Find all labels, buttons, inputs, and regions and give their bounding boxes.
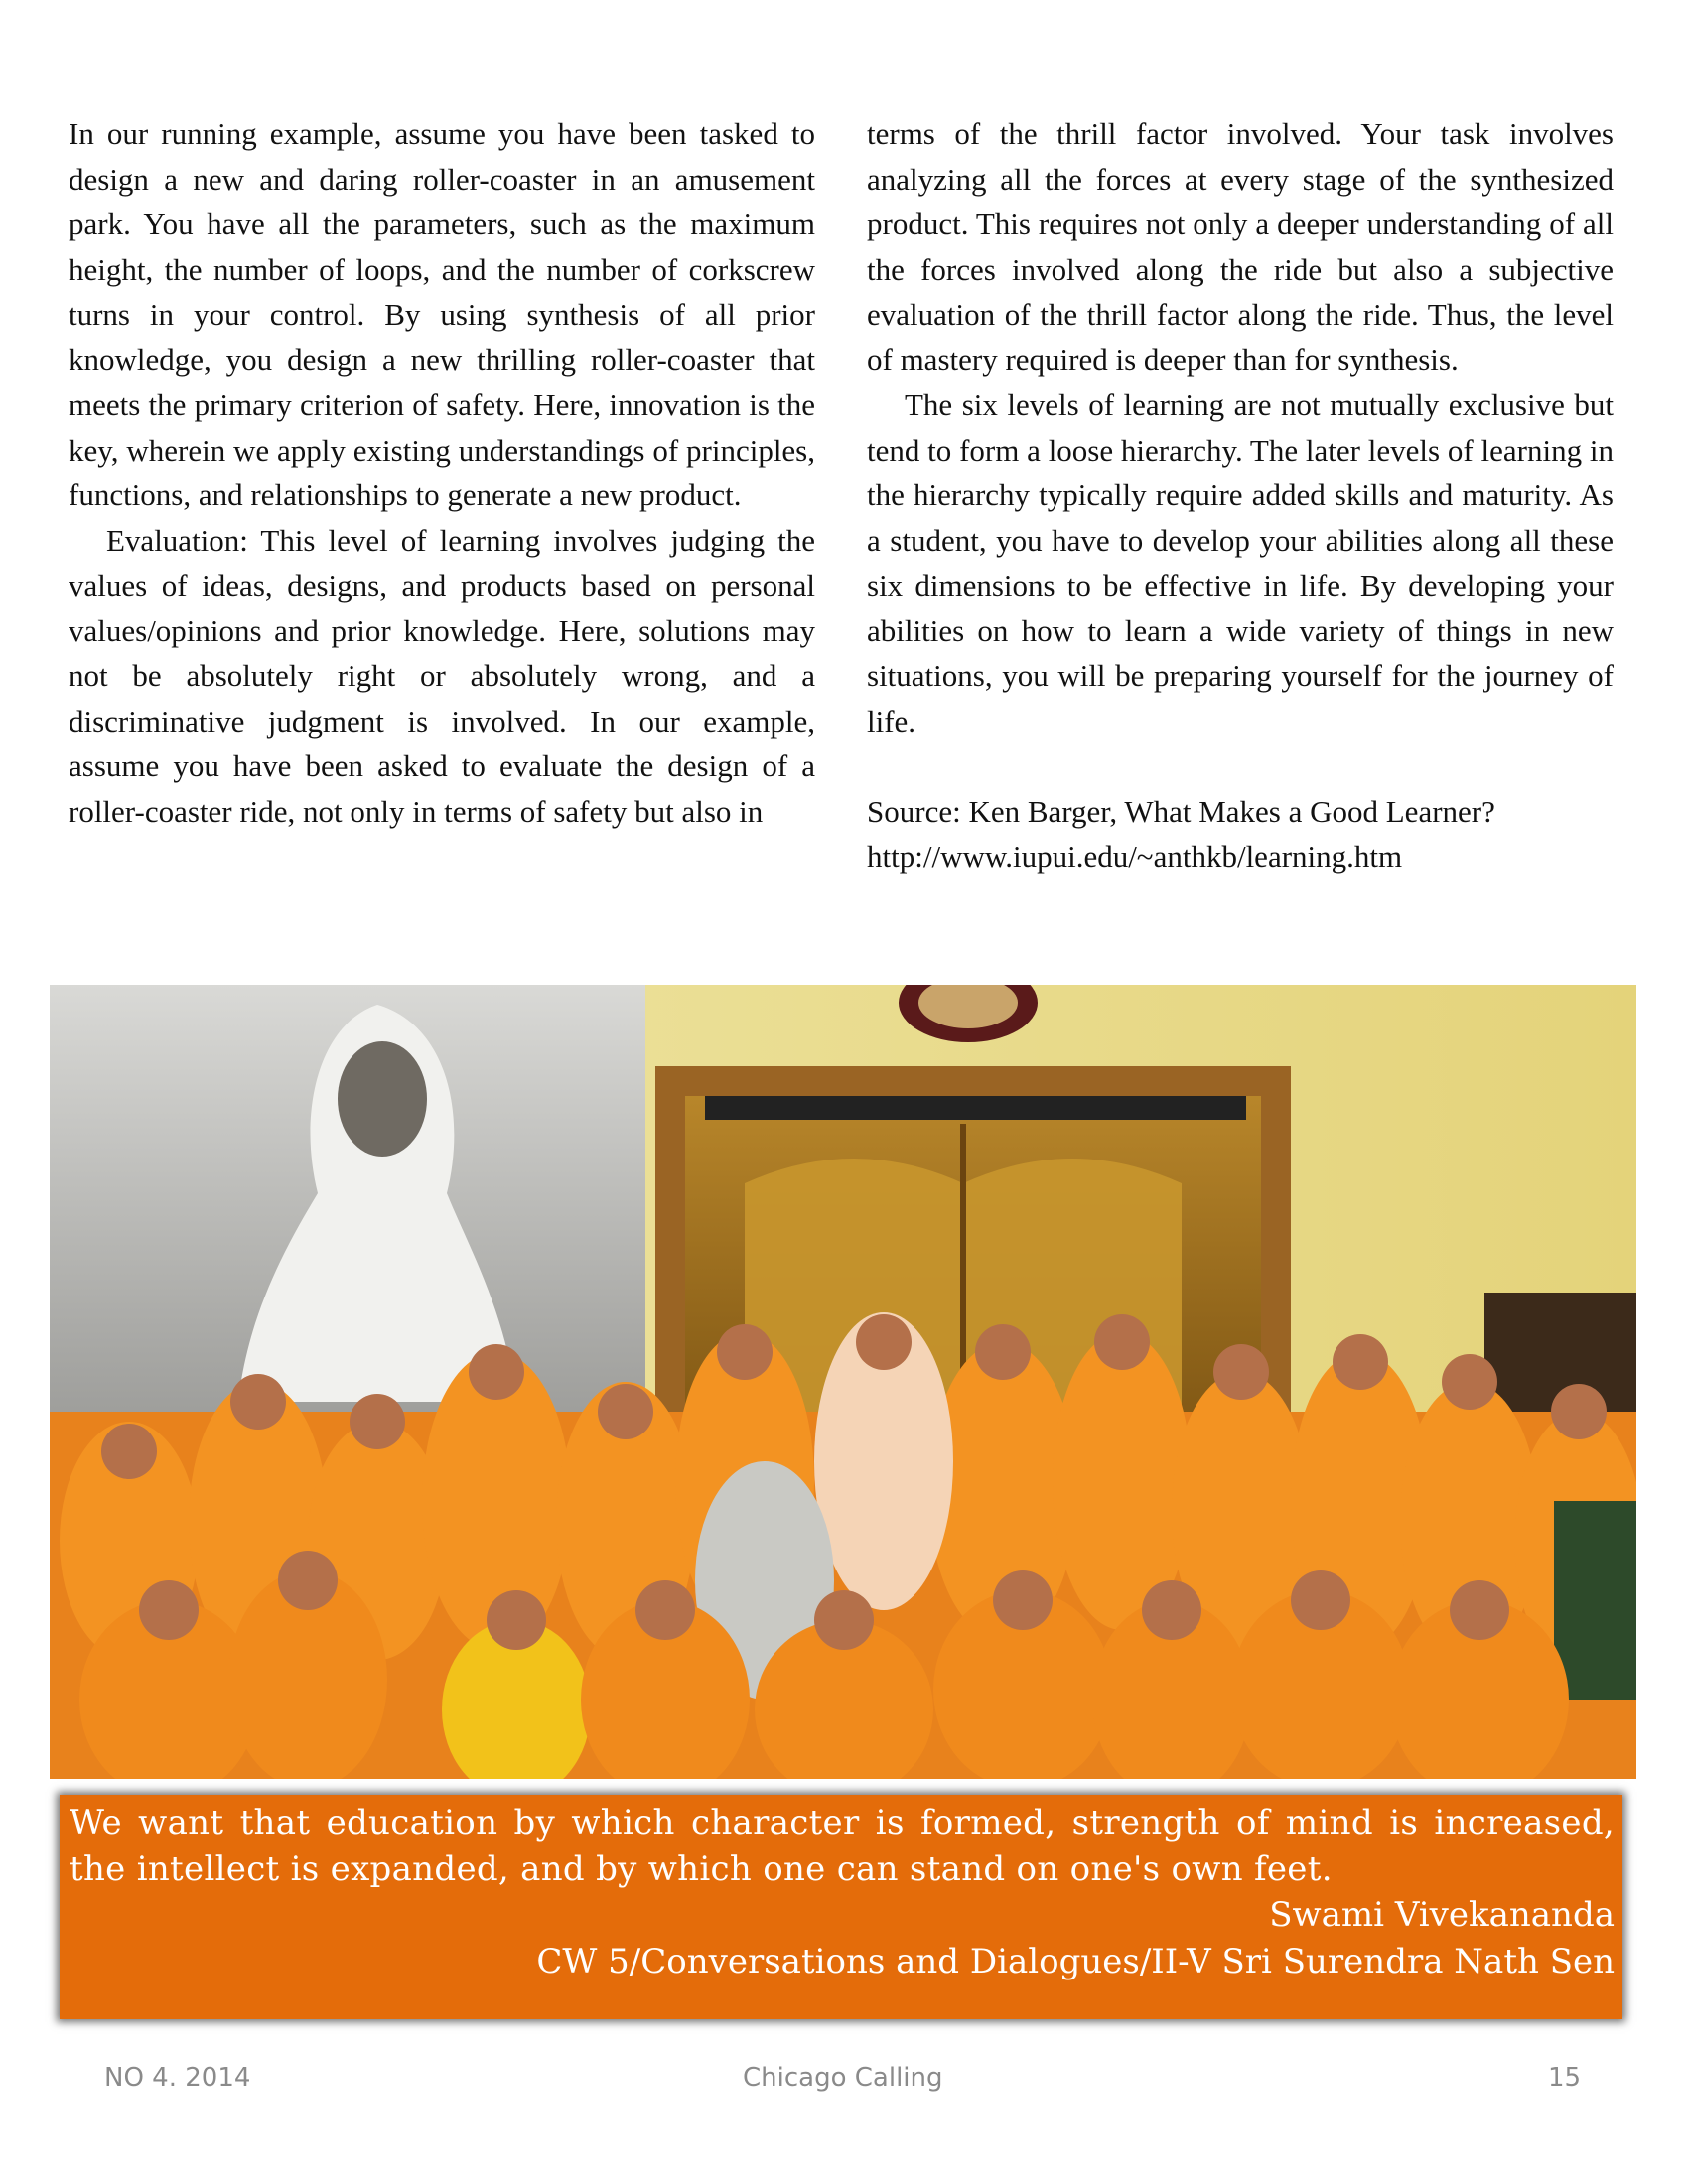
paragraph-synthesis: In our running example, assume you have been tasked to design a new and daring roller-coaster in an amusement park. You have all the parameters, such as the maximum height, the number of loops, and the number of corkscrew turns in your control. By using synthesis of all prior knowledge, you design a new thrilling roller-coaster that meets the primary criterion of safety. Here, innovation is the key, wherein we apply existing understandings of principles, functions, and relationships to generate a new product. <box>69 116 815 512</box>
footer-page-number: 15 <box>1548 2063 1582 2093</box>
quote-box <box>60 1795 1622 2019</box>
article-column-left <box>69 111 815 834</box>
article-column-right <box>867 111 1614 880</box>
quote-text: We want that education by which character is formed, strength of mind is increased, the intellect is expanded, and by which one can stand on one's own feet. <box>70 1803 1615 1889</box>
footer-issue: NO 4. 2014 <box>104 2063 251 2093</box>
quote-citation: CW 5/Conversations and Dialogues/II-V Sri Surendra Nath Sen <box>536 1941 1615 1981</box>
footer-publication: Chicago Calling <box>743 2063 943 2093</box>
paragraph-six-levels: The six levels of learning are not mutually exclusive but tend to form a loose hierarchy. The later levels of learning in the hierarchy typically require added skills and maturity. As a student, you have to develop your abilities along all these six dimensions to be effective in life. By developing your abilities on how to learn a wide variety of things in new situations, you will be preparing yourself for the journey of life. <box>867 387 1614 739</box>
quote-author: Swami Vivekananda <box>1269 1895 1615 1935</box>
paragraph-spacer <box>867 744 1614 789</box>
paragraph-thrill-factor: terms of the thrill factor involved. Your task involves analyzing all the forces at every stage of the synthesized product. This requires not only a deeper understanding of all the forces involved along the ride but also a subjective evaluation of the thrill factor along the ride. Thus, the level of mastery required is deeper than for synthesis. <box>867 116 1614 377</box>
paragraph-evaluation: Evaluation: This level of learning involves judging the values of ideas, designs, and products based on personal values/opinions and prior knowledge. Here, solutions may not be absolutely right or absolutely wrong, and a discriminative judgment is involved. In our example, assume you have been asked to evaluate the design of a roller-coaster ride, not only in terms of safety but also in <box>69 522 815 829</box>
source-citation: Source: Ken Barger, What Makes a Good Learner? <box>867 793 1495 829</box>
source-url: http://www.iupui.edu/~anthkb/learning.htm <box>867 839 1403 874</box>
group-photo <box>50 985 1636 1779</box>
